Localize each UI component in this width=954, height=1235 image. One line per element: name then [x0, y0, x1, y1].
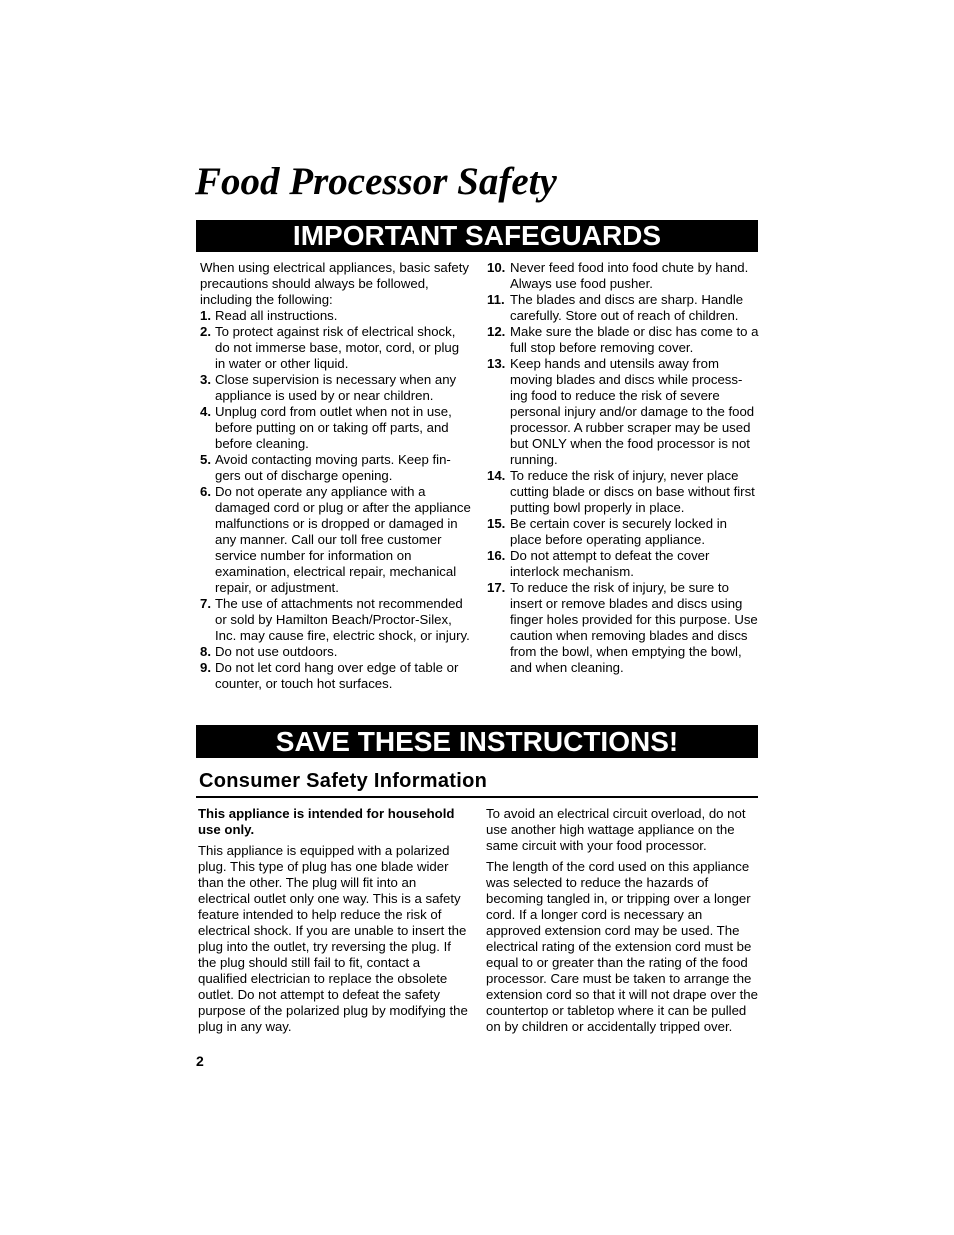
safeguard-item-10: [487, 260, 759, 292]
safeguards-left-column: [200, 260, 472, 692]
item-text: The blades and discs are sharp. Handle carefully. Store out of reach of children.: [510, 292, 744, 323]
safeguards-intro: When using electrical appliances, basic safety precautions should always be followed, including the following:: [200, 260, 470, 307]
extension-cord-text: The length of the cord used on this appliance was selected to reduce the hazards of becoming tangled in, or tripping over a longer cord. If a longer cord is necessary an approved extension cord may be used. The electrical rating of the extension cord must be equal to or greater than the rating of the food processor. Care must be taken to arrange the extension cord so that it will not drape over the countertop or tabletop where it can be pulled on by children or accidentally tripped over.: [486, 859, 758, 1034]
item-text: Never feed food into food chute by hand. Always use food pusher.: [510, 260, 749, 291]
item-text: To reduce the risk of injury, never place cutting blade or discs on base without first putting bowl properly in place.: [510, 468, 755, 515]
safeguards-list-right: [487, 260, 759, 676]
household-note: This appliance is intended for household use only.: [198, 806, 455, 837]
safeguard-item-6: [200, 484, 472, 596]
item-text: Do not let cord hang over edge of table or counter, or touch hot surfaces.: [215, 660, 459, 691]
consumer-left-column: [198, 806, 470, 1040]
item-text: Do not attempt to defeat the cover interlock mechanism.: [510, 548, 710, 579]
safeguards-right-column: [487, 260, 759, 676]
circuit-overload-text: To avoid an electrical circuit overload, do not use another high wattage appliance on the same circuit with your food processor.: [486, 806, 746, 853]
safeguard-item-13: [487, 356, 759, 468]
safeguard-item-4: [200, 404, 472, 452]
item-number: 13.: [487, 356, 506, 371]
safeguards-list-left: [200, 308, 472, 692]
item-number: 14.: [487, 468, 506, 483]
page-title: Food Processor Safety: [195, 160, 557, 203]
item-number: 9.: [200, 660, 211, 675]
item-text: To protect against risk of electrical shock, do not immerse base, motor, cord, or plug in water or other liquid.: [215, 324, 460, 371]
item-text: Close supervision is necessary when any appliance is used by or near children.: [215, 372, 457, 403]
item-number: 17.: [487, 580, 506, 595]
consumer-right-column: [486, 806, 758, 1040]
item-number: 8.: [200, 644, 211, 659]
item-number: 4.: [200, 404, 211, 419]
item-text: Do not operate any appliance with a damaged cord or plug or after the appliance malfunctions or is dropped or damaged in any manner. Call our toll free customer service number for information on examination, electrical repair, mechanical repair, or adjustment.: [215, 484, 471, 595]
important-safeguards-banner: IMPORTANT SAFEGUARDS: [196, 220, 758, 252]
item-number: 11.: [487, 292, 505, 307]
item-number: 15.: [487, 516, 506, 531]
item-text: Make sure the blade or disc has come to a full stop before removing cover.: [510, 324, 759, 355]
item-text: Avoid contacting moving parts. Keep fin-gers out of discharge opening.: [215, 452, 451, 483]
safeguard-item-15: [487, 516, 759, 548]
item-number: 1.: [200, 308, 211, 323]
safeguard-item-11: [487, 292, 759, 324]
item-number: 12.: [487, 324, 506, 339]
safeguard-item-17: [487, 580, 759, 676]
item-number: 5.: [200, 452, 211, 467]
safeguard-item-12: [487, 324, 759, 356]
item-number: 6.: [200, 484, 211, 499]
page-number: 2: [196, 1053, 204, 1069]
consumer-safety-heading: Consumer Safety Information: [199, 770, 488, 792]
item-text: To reduce the risk of injury, be sure to insert or remove blades and discs using finger holes provided for this purpose. Use caution when removing blades and discs from the bowl, when emptying the bowl, and when cleaning.: [510, 580, 758, 675]
save-instructions-banner: SAVE THESE INSTRUCTIONS!: [196, 725, 758, 758]
item-text: Read all instructions.: [215, 308, 338, 323]
safeguard-item-8: [200, 644, 472, 660]
item-text: Unplug cord from outlet when not in use, before putting on or taking off parts, and before cleaning.: [215, 404, 452, 451]
safeguard-item-16: [487, 548, 759, 580]
item-text: Keep hands and utensils away from moving blades and discs while process-ing food to reduce the risk of severe personal injury and/or damage to the food processor. A rubber scraper may be used but ONLY when the food processor is not running.: [510, 356, 755, 467]
heading-rule: [196, 796, 758, 798]
safeguard-item-3: [200, 372, 472, 404]
item-text: Do not use outdoors.: [215, 644, 338, 659]
safeguard-item-7: [200, 596, 472, 644]
safeguard-item-5: [200, 452, 472, 484]
item-text: Be certain cover is securely locked in place before operating appliance.: [510, 516, 727, 547]
safeguard-item-1: [200, 308, 472, 324]
polarized-plug-text: This appliance is equipped with a polarized plug. This type of plug has one blade wider than the other. The plug will fit into an electrical outlet only one way. This is a safety feature intended to help reduce the risk of electrical shock. If you are unable to insert the plug into the outlet, try reversing the plug. If the plug should still fail to fit, contact a qualified electrician to replace the obsolete outlet. Do not attempt to defeat the safety purpose of the polarized plug by modifying the plug in any way.: [198, 843, 468, 1034]
safeguard-item-2: [200, 324, 472, 372]
item-number: 16.: [487, 548, 506, 563]
safeguard-item-14: [487, 468, 759, 516]
safeguard-item-9: [200, 660, 472, 692]
item-number: 2.: [200, 324, 211, 339]
item-number: 7.: [200, 596, 211, 611]
item-number: 10.: [487, 260, 506, 275]
item-text: The use of attachments not recommended or sold by Hamilton Beach/Proctor-Silex, Inc. may cause fire, electric shock, or injury.: [215, 596, 470, 643]
item-number: 3.: [200, 372, 211, 387]
